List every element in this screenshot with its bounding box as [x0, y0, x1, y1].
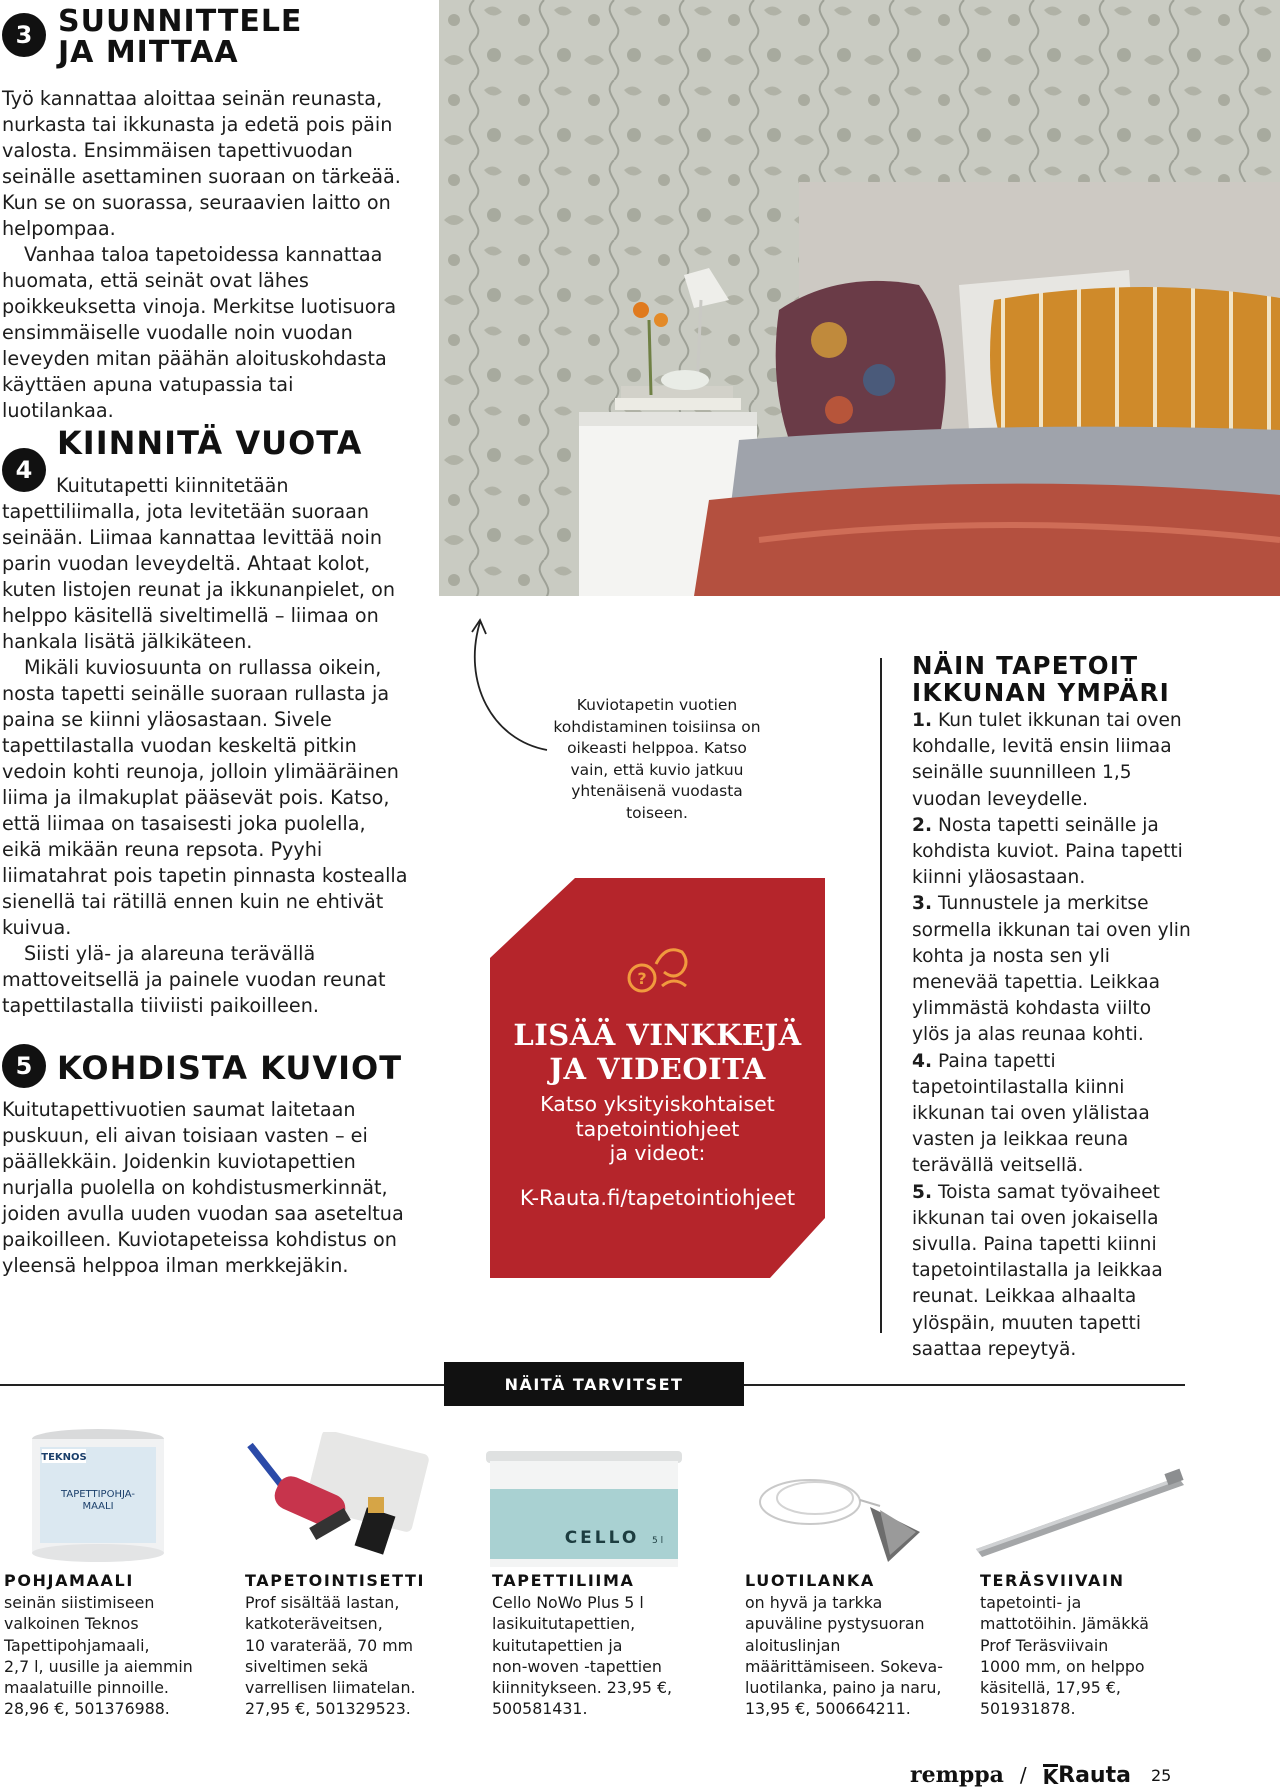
product-description: seinän siistimiseen valkoinen Teknos Tapettipohjamaali, 2,7 l, uusille ja aiemmin maalatuille pinnoille. 28,96 €, 501376988.	[4, 1593, 193, 1719]
glue-bucket-image	[484, 1440, 684, 1580]
step-5-text	[2, 1097, 408, 1279]
step-4-paragraph-2: Mikäli kuviosuunta on rullassa oikein, nosta tapetti seinälle suoraan rullasta ja paina se kiinni yläosastaan. Sivele tapettilastalla vuodan keskeltä pitkin vedoin kohti reunoja, jolloin ylimääräinen liima ja ilmakuplat pääsevät pois. Katso, että liimaa on tasaisesti joka puolella, eikä mikään reuna repsota. Pyyhi liimatahrat pois tapetin pinnasta kostealla sienellä tai rätillä ennen kuin ne ehtivät kuivua.	[2, 656, 408, 939]
promo-title	[490, 1018, 825, 1086]
step-5-title: KOHDISTA KUVIOT	[57, 1049, 403, 1087]
window-step: 4. Paina tapetti tapetointilastalla kiinni ikkunan tai oven ylälistaa vasten ja leikkaa reuna terävällä veitsellä.	[912, 1050, 1150, 1177]
product-description: on hyvä ja tarkka apuväline pystysuoran aloituslinjan määrittämiseen. Sokeva- luotilanka, paino ja naru, 13,95 €, 500664211.	[745, 1593, 943, 1719]
window-step: 2. Nosta tapetti seinälle ja kohdista kuviot. Paina tapetti kiinni yläosastaan.	[912, 814, 1183, 889]
product-name: POHJAMAALI	[4, 1571, 134, 1590]
steel-ruler-image	[972, 1444, 1186, 1584]
promo-title-line1: LISÄÄ VINKKEJÄ	[513, 1018, 802, 1052]
step-4-badge: 4	[2, 448, 46, 492]
step-3-text	[2, 86, 410, 424]
promo-sub-line1: Katso yksityiskohtaiset	[540, 1092, 775, 1116]
window-step: 3. Tunnustele ja merkitse sormella ikkunan tai oven ylin kohta ja nosta sen yli menevää tapettia. Leikkaa ylimmästä kohdasta viilto ylös ja alas reunaa kohti.	[912, 893, 1191, 1046]
primer-bucket-image	[28, 1425, 168, 1565]
window-step: 1. Kun tulet ikkunan tai oven kohdalle, levitä ensin liimaa seinälle suunnilleen 1,5 vuodan leveydelle.	[912, 710, 1182, 810]
step-3-paragraph-2: Vanhaa taloa tapetoidessa kannattaa huomata, että seinät ovat lähes poikkeuksetta vinoja. Merkitse luotisuora ensimmäiselle vuodalle noin vuodan leveyden mitan päähän aloituskohdasta käyttäen apuna vatupassia tai luotilankaa.	[2, 243, 397, 422]
photo-caption: Kuviotapetin vuotien kohdistaminen toisiinsa on oikeasti helppoa. Katso vain, että kuvio jatkuu yhtenäisenä vuodasta toiseen.	[553, 696, 761, 822]
primer-product-label-2: MAALI	[82, 1501, 114, 1512]
footer-brand-rauta: Rauta	[1058, 1762, 1131, 1788]
step-3-title-line1: SUUNNITTELE	[58, 4, 303, 39]
curved-arrow-icon	[462, 612, 552, 752]
bedroom-photo	[439, 0, 1280, 596]
tool-set-image	[240, 1432, 440, 1572]
promo-sub-line2: tapetointiohjeet	[575, 1116, 740, 1141]
help-person-icon	[626, 942, 692, 1000]
product-name: TERÄSVIIVAIN	[980, 1571, 1125, 1590]
step-5-paragraph-1: Kuitutapettivuotien saumat laitetaan puskuun, eli aivan toisiaan vasten – ei päällekkäin. Joidenkin kuviotapettien nurjalla puolella on kohdistusmerkinnät, joiden avulla uuden vuodan saa aseteltua paikoilleen. Kuviotapeteissa kohdistus on yleensä helppoa ilman merkkejäkin.	[2, 1098, 404, 1277]
product-name: LUOTILANKA	[745, 1571, 875, 1590]
product-description: Cello NoWo Plus 5 l lasikuitutapettien, kuitutapettien ja non-woven -tapettien kiinnitykseen. 23,95 €, 500581431.	[492, 1593, 673, 1719]
needs-label: NÄITÄ TARVITSET	[444, 1362, 744, 1406]
product-name: TAPETTILIIMA	[492, 1571, 635, 1590]
window-box-title	[912, 652, 1170, 706]
step-4-text	[2, 473, 410, 1019]
step-3-paragraph-1: Työ kannattaa aloittaa seinän reunasta, nurkasta tai ikkunasta ja edetä pois päin valosta. Ensimmäisen tapettivuodan seinälle asettaminen suoraan on tärkeää. Kun se on suorassa, seuraavien laitto on helpompaa.	[2, 87, 401, 240]
promo-subtitle	[490, 1092, 825, 1166]
primer-product-label-1: TAPETTIPOHJA-	[61, 1489, 135, 1500]
footer-k-logo: K	[1042, 1764, 1059, 1789]
plumb-line-image	[740, 1448, 950, 1588]
step-4-paragraph-1: Kuitutapetti kiinnitetään tapettiliimalla, jota levitetään suoraan seinään. Liimaa kannattaa levittää noin parin vuodan leveydeltä. Ahtaat kolot, kuten listojen reunat ja ikkunanpielet, on helppo käsitellä siveltimellä – liimaa on hankala lisätä jälkikäteen.	[2, 474, 396, 653]
step-5-badge: 5	[2, 1044, 46, 1088]
window-step: 5. Toista samat työvaiheet ikkunan tai oven jokaisella sivulla. Paina tapetti kiinni tapetointilastalla ja leikkaa reunat. Leikkaa alhaalta ylöspäin, muuten tapetti saattaa repeytyä.	[912, 1181, 1163, 1360]
promo-sub-line3: ja videot:	[609, 1141, 706, 1165]
promo-link[interactable]: K-Rauta.fi/tapetointiohjeet	[519, 1186, 796, 1210]
page-number: 25	[1150, 1765, 1172, 1785]
window-box-title-line2: IKKUNAN YMPÄRI	[912, 678, 1171, 707]
svg-text:?: ?	[637, 969, 647, 988]
glue-brand-label: CELLO	[564, 1528, 640, 1548]
product-description: Prof sisältää lastan, katkoteräveitsen, 10 varaterää, 70 mm siveltimen sekä varrellisen liimatelan. 27,95 €, 501329523.	[245, 1593, 416, 1719]
step-3-title	[58, 6, 302, 68]
footer-brand-remppa: remppa	[910, 1762, 1004, 1788]
step-3-title-line2: JA MITTAA	[58, 35, 239, 70]
right-column-divider	[880, 658, 882, 1333]
glue-size-label: 5 l	[652, 1536, 664, 1546]
promo-title-line2: JA VIDEOITA	[549, 1052, 766, 1086]
window-steps-list	[912, 708, 1192, 1363]
step-4-paragraph-3: Siisti ylä- ja alareuna terävällä mattoveitsellä ja painele vuodan reunat tapettilastalla tiiviisti paikoilleen.	[2, 942, 386, 1017]
primer-brand-label: TEKNOS	[41, 1452, 87, 1463]
step-3-badge: 3	[2, 13, 46, 57]
footer	[910, 1762, 1171, 1788]
product-description: tapetointi- ja mattotöihin. Jämäkkä Prof Teräsviivain 1000 mm, on helppo käsitellä, 17,95 €, 501931878.	[980, 1593, 1149, 1719]
window-box-title-line1: NÄIN TAPETOIT	[912, 651, 1139, 680]
step-4-title: KIINNITÄ VUOTA	[57, 424, 363, 462]
footer-separator: /	[1019, 1763, 1027, 1787]
product-name: TAPETOINTISETTI	[245, 1571, 426, 1590]
